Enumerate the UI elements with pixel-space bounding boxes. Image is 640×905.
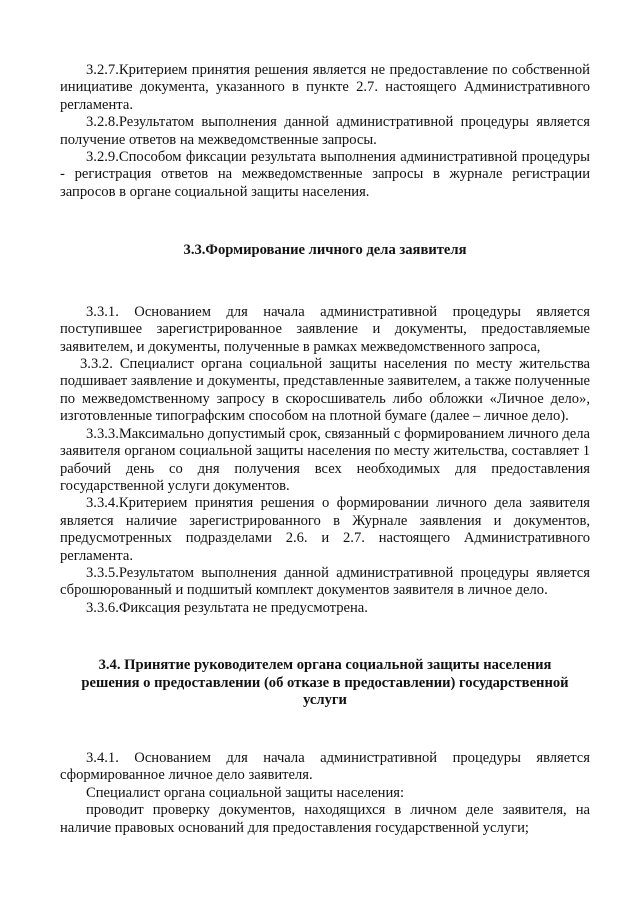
paragraph-3-4-1-specialist: Специалист органа социальной защиты населения: (86, 784, 405, 801)
paragraph-3-2-7: 3.2.7.Критерием принятия решения является не предоставление по собственной инициативе документа, указанного в пункте 2.7. настоящего Административного регламента. (60, 62, 590, 113)
paragraph-3-4-1-check: проводит проверку документов, находящихся в личном деле заявителя, на наличие правовых оснований для предоставления государственной услуги; (60, 802, 590, 836)
section-heading-3-4: 3.4. Принятие руководителем органа социальной защиты населения решения о предоставлении (об отказе в предоставлении) государственной услуги (81, 657, 569, 709)
paragraph-3-4-1: 3.4.1. Основанием для начала административной процедуры является сформированное личное дело заявителя. (60, 749, 590, 784)
paragraph-3-3-2: 3.3.2. Специалист органа социальной защиты населения по месту жительства подшивает заявление и документы, представленные заявителем, а также полученные по межведомственному запросу в скоросшиватель либо обложки «Личное дело», изготовленные типографским способом на плотной бумаге (далее – личное дело). (60, 356, 590, 425)
section-heading-3-3: 3.3.Формирование личного дела заявителя (183, 242, 467, 259)
paragraph-3-3-4: 3.3.4.Критерием принятия решения о формировании личного дела заявителя является наличие зарегистрированного в Журнале заявления и документов, предусмотренных подразделами 2.6. и 2.7. настоящего Административного регламента. (60, 495, 590, 564)
paragraph-3-3-6: 3.3.6.Фиксация результата не предусмотрена. (86, 599, 368, 616)
paragraph-3-2-8: 3.2.8.Результатом выполнения данной административной процедуры является получение ответов на межведомственные запросы. (60, 114, 590, 148)
paragraph-3-2-9: 3.2.9.Способом фиксации результата выполнения административной процедуры - регистрация ответов на межведомственные запросы в журнале регистрации запросов в органе социальной защиты населения. (60, 149, 590, 200)
paragraph-3-3-5: 3.3.5.Результатом выполнения данной административной процедуры является сброшюрованный и подшитый комплект документов заявителя в личное дело. (60, 564, 590, 599)
paragraph-3-3-1: 3.3.1. Основанием для начала административной процедуры является поступившее зарегистрированное заявление и документы, предоставляемые заявителем, и документы, полученные в рамках межведомственного запроса, (60, 303, 590, 355)
paragraph-3-3-3: 3.3.3.Максимально допустимый срок, связанный с формированием личного дела заявителя органом социальной защиты населения по месту жительства, составляет 1 рабочий день со дня получения всех необходимых для предоставления государственной услуги документов. (60, 425, 590, 494)
